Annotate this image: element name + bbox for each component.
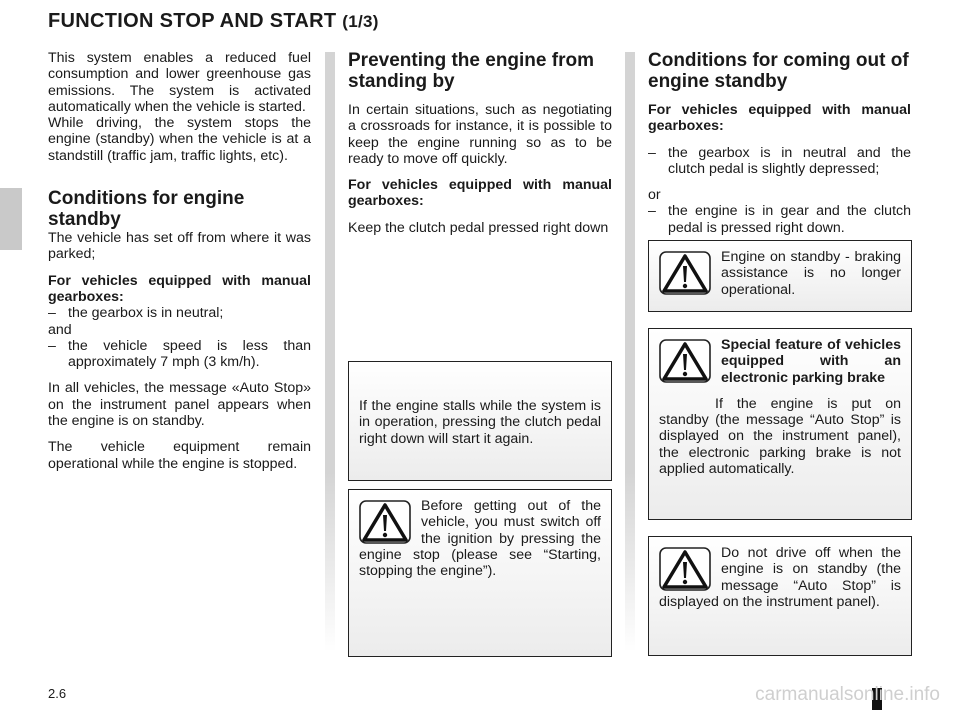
page-title: [48, 10, 379, 33]
warning-title: Special feature of vehicles equipped with an electronic parking brake: [721, 337, 901, 386]
warning-box-parking-brake: [648, 328, 912, 520]
condition-item-neutral: [48, 305, 311, 321]
condition-text: the vehicle speed is less than approximately 7 mph (3 km/h).: [68, 337, 311, 371]
note-box-engine-stall: [348, 361, 612, 481]
column-3: [648, 50, 911, 236]
dash-marker: –: [648, 144, 656, 161]
column-divider-2: [625, 52, 635, 652]
intro-paragraph-1: This system enables a reduced fuel consumption and lower greenhouse gas emissions. The system is activated automatically when the vehicle is started.: [48, 50, 311, 115]
condition-text: the engine is in gear and the clutch pedal is pressed right down.: [668, 203, 911, 236]
heading-coming-out-standby: Conditions for coming out of engine standby: [648, 50, 909, 92]
condition-item-neutral-clutch: [648, 145, 911, 178]
preventing-paragraph: In certain situations, such as negotiating a crossroads for instance, it is possible to keep the engine running so as to be ready to move off quickly.: [348, 102, 612, 167]
page-title-part: (1/3): [342, 12, 379, 31]
section-tab: [0, 188, 22, 250]
page-title-text: FUNCTION STOP AND START: [48, 10, 337, 32]
warning-triangle-icon: [659, 251, 711, 295]
warning-triangle-icon: [659, 339, 711, 383]
warning-text: Do not drive off when the engine is on standby (the message “Auto Stop” is displayed on the instrument panel).: [659, 545, 901, 610]
note-text: If the engine stalls while the system is in operation, pressing the clutch pedal right down will start it again.: [359, 398, 601, 447]
dash-marker: –: [48, 305, 56, 322]
or-connector: or: [648, 187, 661, 204]
warning-text: Before getting out of the vehicle, you must switch off the ignition by pressing the engine stop (please see “Starting, stopping the engine”).: [359, 498, 601, 580]
manual-gearbox-label: For vehicles equipped with manual gearboxes:: [48, 272, 311, 305]
column-divider-1: [325, 52, 335, 652]
warning-text: If the engine is put on standby (the message “Auto Stop” is displayed on the instrument panel), the electronic parking brake is not applied automatically.: [659, 395, 901, 478]
dash-marker: –: [48, 337, 56, 354]
and-connector: and: [48, 321, 72, 338]
warning-box-exit-vehicle: [348, 489, 612, 657]
condition-text: the gearbox is in neutral;: [68, 305, 224, 322]
warning-triangle-icon: [359, 500, 411, 544]
heading-preventing-standby: Preventing the engine from standing by: [348, 50, 594, 92]
warning-box-do-not-drive: [648, 536, 912, 656]
condition-item-speed: [48, 338, 311, 371]
warning-text: Engine on standby - braking assistance is no longer operational.: [721, 249, 901, 298]
column-1: [48, 50, 311, 482]
warning-triangle-icon: [659, 547, 711, 591]
condition-item-gear-clutch: [648, 203, 911, 236]
manual-gearbox-label: For vehicles equipped with manual gearboxes:: [348, 177, 612, 210]
warning-box-braking-assistance: [648, 240, 912, 312]
column-2: [348, 50, 612, 246]
condition-text: the gearbox is in neutral and the clutch pedal is slightly depressed;: [668, 144, 911, 177]
watermark: carmanualsonline.info: [755, 684, 940, 705]
clutch-paragraph: Keep the clutch pedal pressed right down: [348, 219, 609, 236]
page-number: 2.6: [48, 686, 67, 701]
standby-condition-paragraph: The vehicle has set off from where it was parked;: [48, 230, 311, 263]
dash-marker: –: [648, 203, 656, 220]
manual-gearbox-label: For vehicles equipped with manual gearboxes:: [648, 102, 911, 135]
auto-stop-paragraph: In all vehicles, the message «Auto Stop» on the instrument panel appears when the engine is on standby.: [48, 380, 311, 430]
equipment-paragraph: The vehicle equipment remain operational while the engine is stopped.: [48, 439, 311, 472]
intro-paragraph-2: While driving, the system stops the engine (standby) when the vehicle is at a standstill (traffic jam, traffic lights, etc).: [48, 115, 311, 164]
heading-engine-standby: Conditions for engine standby: [48, 188, 245, 231]
